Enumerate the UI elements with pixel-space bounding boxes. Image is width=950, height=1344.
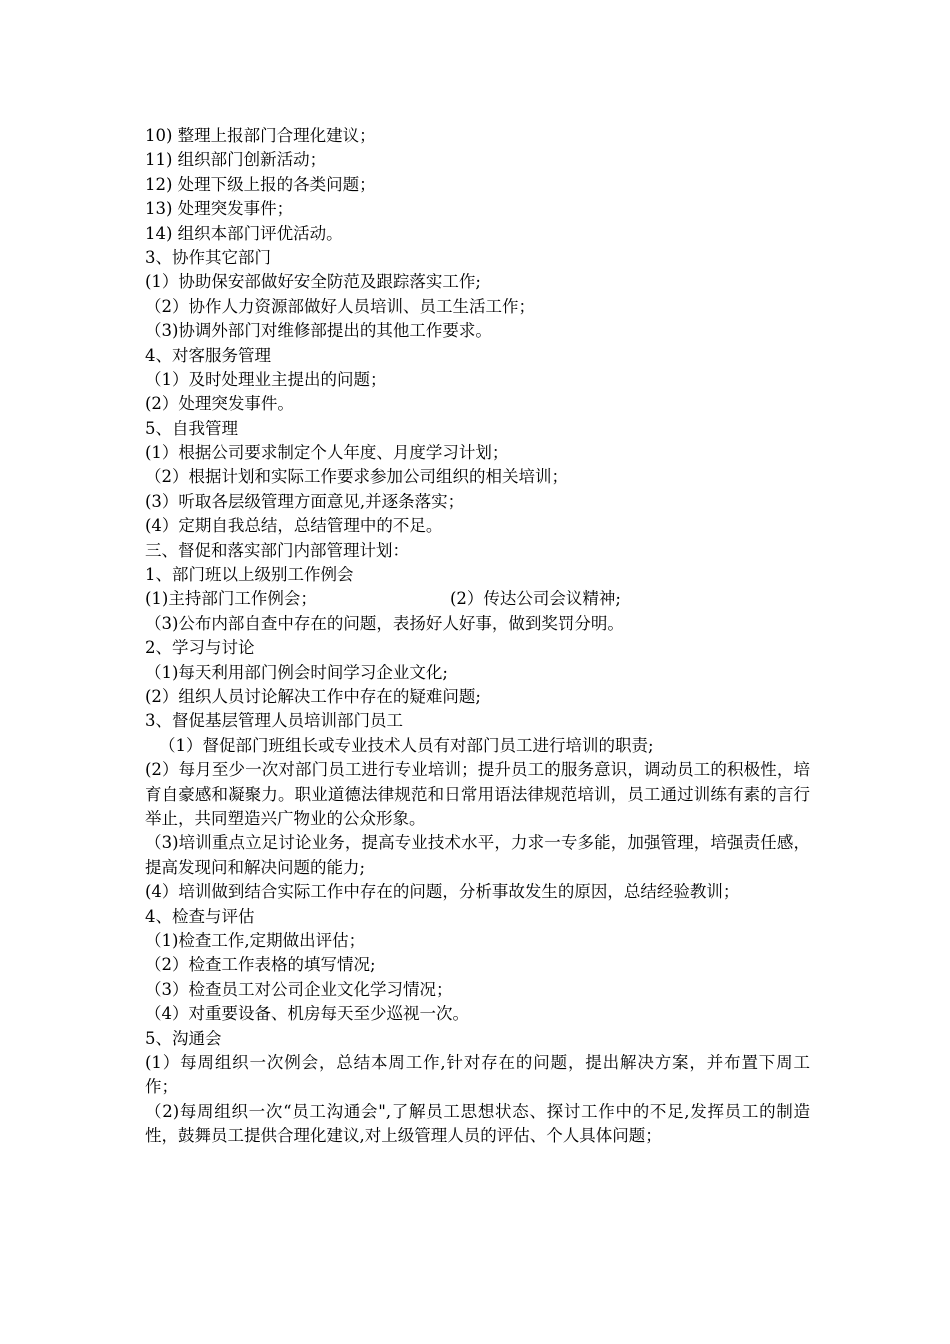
list-item: 12) 处理下级上报的各类问题；	[145, 174, 376, 194]
list-item: (4）定期自我总结，总结管理中的不足。	[145, 516, 443, 536]
paragraph: (1）每周组织一次例会，总结本周工作,针对存在的问题，提出解决方案，并布置下周工作；	[145, 1052, 810, 1097]
section-heading: 5、自我管理	[145, 418, 238, 438]
section-heading: 4、对客服务管理	[145, 345, 271, 365]
list-item: (3）听取各层级管理方面意见,并逐条落实；	[145, 491, 465, 511]
list-item: （3）检查员工对公司企业文化学习情况；	[145, 979, 453, 999]
section-heading: 5、沟通会	[145, 1028, 222, 1048]
section-heading: 3、协作其它部门	[145, 247, 271, 267]
paragraph: （2)每周组织一次“员工沟通会",了解员工思想状态、探讨工作中的不足,发挥员工的制造性，鼓舞员工提供合理化建议,对上级管理人员的评估、个人具体问题；	[145, 1101, 810, 1146]
two-column-row	[145, 587, 810, 611]
list-item: (1）协助保安部做好安全防范及跟踪落实工作;	[145, 272, 481, 292]
list-item: (2）组织人员讨论解决工作中存在的疑难问题;	[145, 686, 481, 706]
section-heading: 4、检查与评估	[145, 906, 255, 926]
list-item: （2）根据计划和实际工作要求参加公司组织的相关培训；	[145, 467, 568, 487]
chapter-heading: 三、督促和落实部门内部管理计划：	[145, 540, 409, 560]
list-item: （3)公布内部自查中存在的问题，表扬好人好事，做到奖罚分明。	[145, 613, 624, 633]
list-item: （2）检查工作表格的填写情况;	[145, 955, 376, 975]
paragraph: （3)培训重点立足讨论业务，提高专业技术水平，力求一专多能，加强管理，培强责任感，提高发现问和解决问题的能力;	[145, 833, 810, 877]
list-item: （1)检查工作,定期做出评估；	[145, 930, 366, 950]
list-item: 10) 整理上报部门合理化建议；	[145, 126, 376, 145]
list-item: (1)主持部门工作例会；	[145, 589, 317, 609]
paragraph: (2）每月至少一次对部门员工进行专业培训；提升员工的服务意识，调动员工的积极性，培育自豪感和凝聚力。职业道德法律规范和日常用语法律规范培训，员工通过训练有素的言行举止，共同塑造兴广物业的公众形象。	[145, 760, 810, 828]
list-item: （1）督促部门班组长或专业技术人员有对部门员工进行培训的职责;	[159, 735, 654, 755]
list-item: （3)协调外部门对维修部提出的其他工作要求。	[145, 321, 492, 341]
list-item: 11) 组织部门创新活动；	[145, 150, 327, 170]
paragraph: (4）培训做到结合实际工作中存在的问题，分析事故发生的原因，总结经验教训；	[145, 882, 740, 902]
list-item: （1）及时处理业主提出的问题；	[145, 369, 387, 389]
list-item: (1）根据公司要求制定个人年度、月度学习计划；	[145, 443, 509, 463]
list-item: 13) 处理突发事件；	[145, 199, 294, 219]
list-item: 14) 组织本部门评优活动。	[145, 223, 343, 243]
section-heading: 1、部门班以上级别工作例会	[145, 565, 354, 585]
list-item: （2）协作人力资源部做好人员培训、员工生活工作；	[145, 296, 535, 316]
section-heading: 3、督促基层管理人员培训部门员工	[145, 711, 403, 731]
list-item: （1)每天利用部门例会时间学习企业文化;	[145, 662, 448, 682]
section-heading: 2、学习与讨论	[145, 638, 255, 658]
list-item: （4）对重要设备、机房每天至少巡视一次。	[145, 1004, 469, 1024]
list-item: (2）处理突发事件。	[145, 394, 294, 414]
list-item: (2）传达公司会议精神;	[450, 589, 621, 609]
document-page	[145, 124, 810, 1149]
